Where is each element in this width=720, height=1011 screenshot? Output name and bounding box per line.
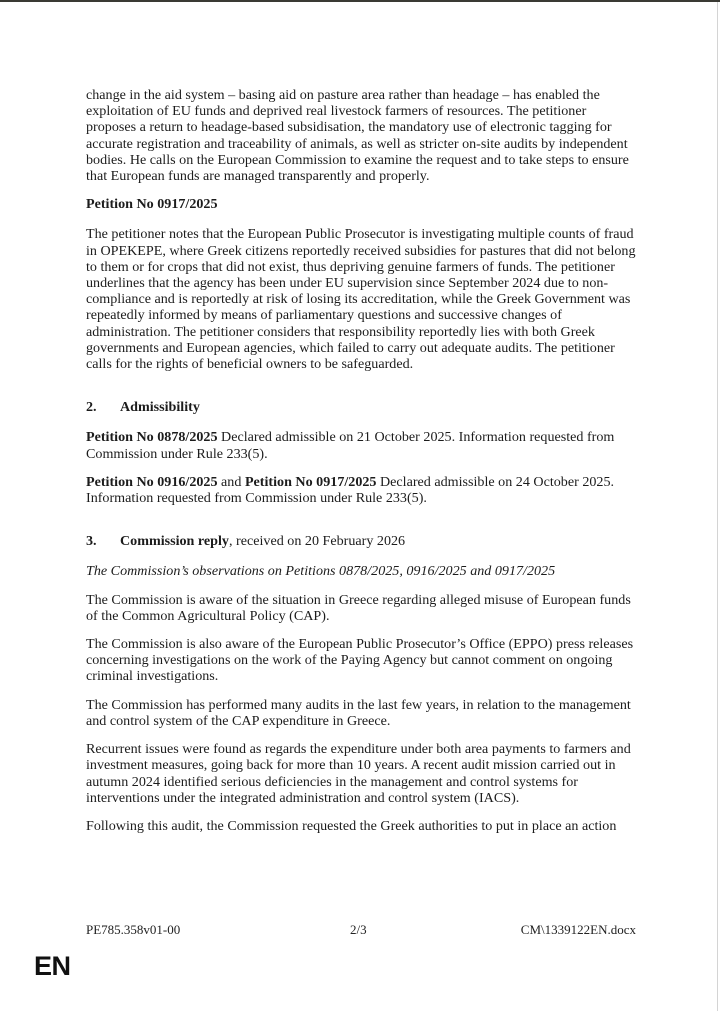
section-3-date: , received on 20 February 2026 [228,533,406,550]
petition-0917-heading: Petition No 0917/2025 [86,196,218,213]
section-3-heading [86,533,638,549]
section-2-heading [86,399,638,415]
section-2-number: 2. [86,399,97,416]
commission-paragraph: The Commission is aware of the situation in Greece regarding alleged misuse of European funds of the Common Agricultural Policy (CAP). [86,591,631,624]
admissibility-item-0878 [86,429,638,461]
petition-ref: Petition No 0916/2025 [86,473,218,490]
commission-paragraph: Following this audit, the Commission requested the Greek authorities to put in place an action [86,817,617,834]
connector-text: and [217,473,245,490]
right-border [717,2,718,1011]
commission-paragraph: The Commission is also aware of the European Public Prosecutor’s Office (EPPO) press releases concerning investigations on the work of the Paying Agency but cannot comment on ongoing criminal investigations. [86,636,634,685]
section-3-title: Commission reply [120,533,229,550]
footer-page-number: 2/3 [350,922,367,937]
petition-ref: Petition No 0878/2025 [86,429,218,446]
commission-paragraph: Recurrent issues were found as regards the expenditure under both area payments to farmers and investment measures, going back for more than 10 years. A recent audit mission carried out in autumn 2024 identified serious deficiencies in the management and control systems for interventions under the integrated administration and control system (IACS). [86,741,631,806]
top-border [0,0,720,2]
footer-reference: PE785.358v01-00 [86,922,181,937]
language-label: EN [34,951,71,981]
intro-paragraph: change in the aid system – basing aid on pasture area rather than headage – has enabled the exploitation of EU funds and deprived real livestock farmers of resources. The petitioner proposes a return to headage-based subsidisation, the mandatory use of electronic tagging for accurate registration and traceability of animals, as well as stricter on-site audits by independent bodies. He calls on the European Commission to examine the request and to take steps to ensure that European funds are managed transparently and properly. [86,87,629,185]
admissibility-text: Declared admissible on 24 October 2025. Information requested from Commission under Rule 233(5). [86,473,615,507]
section-3-number: 3. [86,533,97,550]
section-2-title: Admissibility [120,399,200,416]
petition-0917-body: The petitioner notes that the European Public Prosecutor is investigating multiple counts of fraud in OPEKEPE, where Greek citizens reportedly received subsidies for pastures that did not belong to them or for crops that did not exist, thus depriving genuine farmers of funds. The petitioner underlines that the agency has been under EU supervision since September 2024 due to non-compliance and is reportedly at risk of losing its accreditation, while the Greek Government was repeatedly informed by means of parliamentary questions and successive changes of administration. The petitioner considers that responsibility reportedly lies with both Greek governments and European agencies, which failed to carry out adequate audits. The petitioner calls for the rights of beneficial owners to be safeguarded. [86,226,636,373]
petition-ref: Petition No 0917/2025 [244,473,377,490]
admissibility-text: Declared admissible on 21 October 2025. Information requested from Commission under Rule 233(5). [86,429,615,462]
section-3-subtitle: The Commission’s observations on Petitions 0878/2025, 0916/2025 and 0917/2025 [86,563,556,580]
commission-paragraph: The Commission has performed many audits in the last few years, in relation to the management and control system of the CAP expenditure in Greece. [86,696,631,729]
admissibility-item-0916-0917 [86,474,638,506]
document-page [86,87,638,846]
footer-filename: CM\1339122EN.docx [520,922,636,937]
